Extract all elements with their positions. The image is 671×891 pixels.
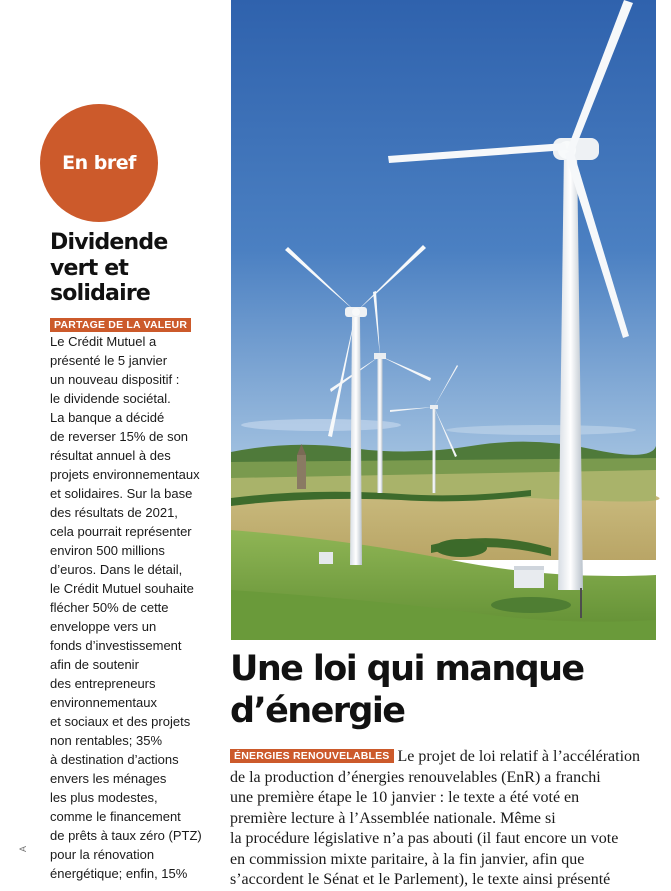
brief-title-line: vert et	[50, 255, 129, 281]
brief-line: énergétique; enfin, 15%	[50, 866, 188, 881]
article-first-line	[230, 747, 662, 768]
brief-line: Le Crédit Mutuel a	[50, 334, 157, 349]
brief-line: fonds d’investissement	[50, 638, 182, 653]
brief-line: de reverser 15% de son	[50, 429, 189, 444]
article-line: en commission mixte paritaire, à la fin janvier, afin que	[230, 850, 585, 868]
brief-line: et solidaires. Sur la base	[50, 486, 193, 501]
brief-line: le dividende sociétal.	[50, 391, 171, 406]
page-edge-mark: A	[18, 845, 28, 852]
brief-line: environnementaux	[50, 695, 157, 710]
brief-line: cela pourrait représenter	[50, 524, 192, 539]
brief-line: un nouveau dispositif :	[50, 372, 180, 387]
brief-line: résultat annuel à des	[50, 448, 171, 463]
article-line: première lecture à l’Assemblée nationale. Même si	[230, 809, 556, 827]
brief-line: les plus modestes,	[50, 790, 158, 805]
article-line: s’accordent le Sénat et le Parlement), le texte ainsi présenté	[230, 871, 611, 888]
brief-line: enveloppe vers un	[50, 619, 157, 634]
headline-line: d’énergie	[230, 691, 405, 731]
brief-line: comme le financement	[50, 809, 181, 824]
article-line: une première étape le 10 janvier : le texte a été voté en	[230, 789, 580, 806]
brief-line: présenté le 5 janvier	[50, 353, 168, 368]
brief-line: environ 500 millions	[50, 543, 165, 558]
brief-line: le Crédit Mutuel souhaite	[50, 581, 194, 596]
brief-line: afin de soutenir	[50, 657, 139, 672]
brief-body	[50, 332, 228, 881]
brief-line: non rentables; 35%	[50, 733, 163, 748]
brief-line: flécher 50% de cette	[50, 600, 169, 615]
article-body	[230, 747, 662, 888]
brief-line: d’euros. Dans le détail,	[50, 562, 183, 577]
brief-title	[50, 230, 220, 307]
brief-line: à destination d’actions	[50, 752, 179, 767]
article-line: la procédure législative n’a pas abouti (il faut encore un vote	[230, 830, 619, 847]
brief-line: de prêts à taux zéro (PTZ)	[50, 828, 202, 843]
brief-line: envers les ménages	[50, 771, 167, 786]
brief-line: projets environnementaux	[50, 467, 200, 482]
brief-line: des résultats de 2021,	[50, 505, 178, 520]
article-line: Le projet de loi relatif à l’accélération	[397, 748, 641, 765]
article-line: de la production d’énergies renouvelables (EnR) a franchi	[230, 768, 601, 786]
en-bref-label: En bref	[62, 152, 136, 174]
article-category-tag: ÉNERGIES RENOUVELABLES	[230, 749, 394, 763]
brief-line: des entrepreneurs	[50, 676, 156, 691]
brief-title-line: Dividende	[50, 230, 168, 255]
brief-line: pour la rénovation	[50, 847, 155, 862]
article-headline	[230, 648, 660, 732]
brief-line: La banque a décidé	[50, 410, 165, 425]
headline-line: Une loi qui manque	[230, 649, 584, 689]
brief-category-tag: PARTAGE DE LA VALEUR	[50, 318, 191, 332]
brief-line: et sociaux et des projets	[50, 714, 191, 729]
wind-turbines-photo	[231, 0, 656, 640]
en-bref-badge	[40, 104, 158, 222]
brief-title-line: solidaire	[50, 281, 150, 306]
